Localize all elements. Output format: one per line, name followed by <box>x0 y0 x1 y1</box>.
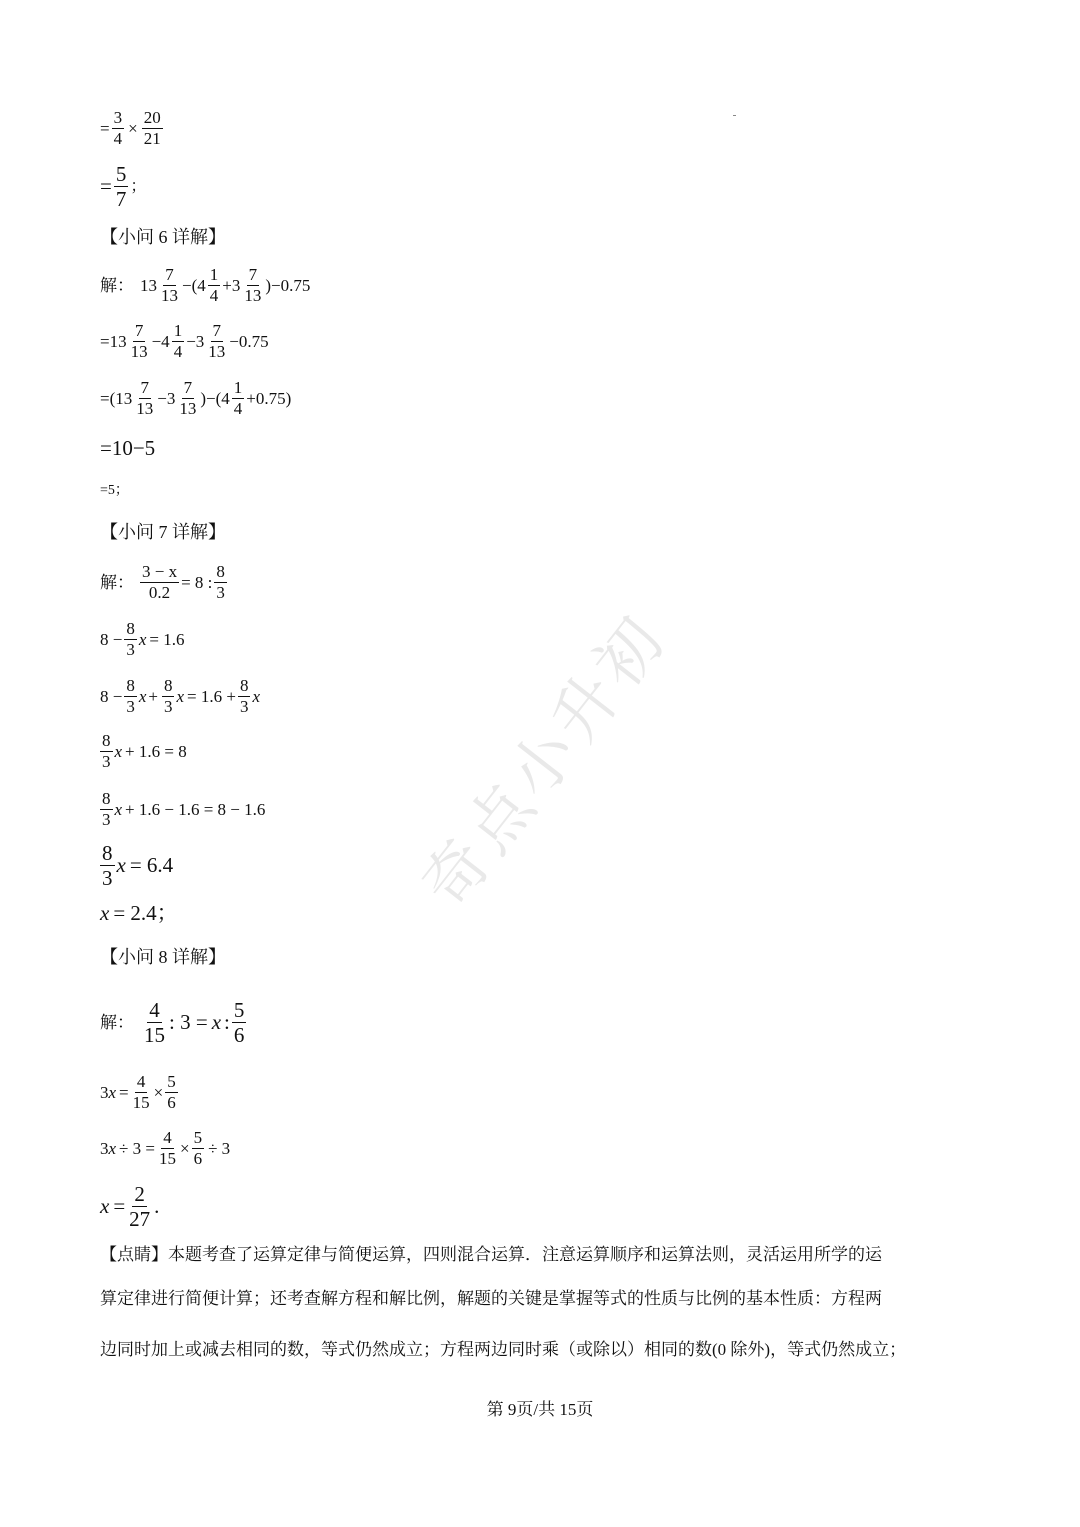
section-heading-q7: 【小问 7 详解】 <box>100 522 226 542</box>
comment-line-1: 【点睛】本题考查了运算定律与简便运算，四则混合运算．注意运算顺序和运算法则，灵活运用所学的运 <box>100 1245 882 1264</box>
step-line: $\frac{8}{3}$ x = 6.4 <box>102 841 174 891</box>
fraction: $\frac{5}{7}$ <box>115 162 127 212</box>
step-line: x = 2.4； <box>100 901 178 925</box>
step-line: = $\frac{3}{4}$ × $\frac{20}{21}$ <box>100 108 161 148</box>
comment-line-2: 算定律进行简便计算；还考查解方程和解比例，解题的关键是掌握等式的性质与比例的基本性质：方程两 <box>100 1289 882 1308</box>
step-line: 解： $\frac{4}{15}$ : 3 = x : $\frac{5}{6}$ <box>100 998 245 1048</box>
step-line: =(13 $\frac{7}{13}$ −3 $\frac{7}{13}$ )−(4 $\frac{1}{4}$ +0.75) <box>100 378 292 418</box>
step-line: 8 − $\frac{8}{3}$ x + $\frac{8}{3}$ x = 1.6 + $\frac{8}{3}$ x <box>100 676 261 716</box>
step-line: x = $\frac{2}{27}$ . <box>100 1182 160 1232</box>
step-line: 8 − $\frac{8}{3}$ x = 1.6 <box>100 619 185 659</box>
equals-sign: = <box>100 118 110 138</box>
page-footer: 第 9页/共 15页 <box>486 1400 594 1419</box>
step-line: 3 x ÷ 3 = $\frac{4}{15}$ × $\frac{5}{6}$ ÷ 3 <box>100 1128 231 1168</box>
fraction: $\frac{20}{21}$ <box>143 108 161 148</box>
step-line: 3 x = $\frac{4}{15}$ × $\frac{5}{6}$ <box>100 1072 176 1112</box>
step-line: 解： 13 $\frac{7}{13}$ −(4 $\frac{1}{4}$ +3 $\frac{7}{13}$ )−0.75 <box>100 265 311 305</box>
step-line: $\frac{8}{3}$ x + 1.6 = 8 <box>102 731 187 771</box>
fraction: $\frac{3}{4}$ <box>113 108 123 148</box>
step-line: 解： $\frac{3 - x}{0.2}$ = 8 : $\frac{8}{3}$ <box>100 562 225 602</box>
step-line: = $\frac{5}{7}$ ； <box>100 162 147 212</box>
scan-speck <box>733 115 736 116</box>
watermark: 奇点小升初 <box>408 600 683 923</box>
section-heading-q8: 【小问 8 详解】 <box>100 947 226 967</box>
step-line: $\frac{8}{3}$ x + 1.6 − 1.6 = 8 − 1.6 <box>102 789 266 829</box>
section-heading-q6: 【小问 6 详解】 <box>100 227 226 247</box>
step-line: =5； <box>100 483 129 498</box>
comment-line-3: 边同时加上或减去相同的数，等式仍然成立；方程两边同时乘（或除以）相同的数(0 除外)，等式仍然成立； <box>100 1340 907 1359</box>
step-line: =13 $\frac{7}{13}$ −4 $\frac{1}{4}$ −3 $\frac{7}{13}$ −0.75 <box>100 321 269 361</box>
step-line: =10−5 <box>100 436 156 460</box>
